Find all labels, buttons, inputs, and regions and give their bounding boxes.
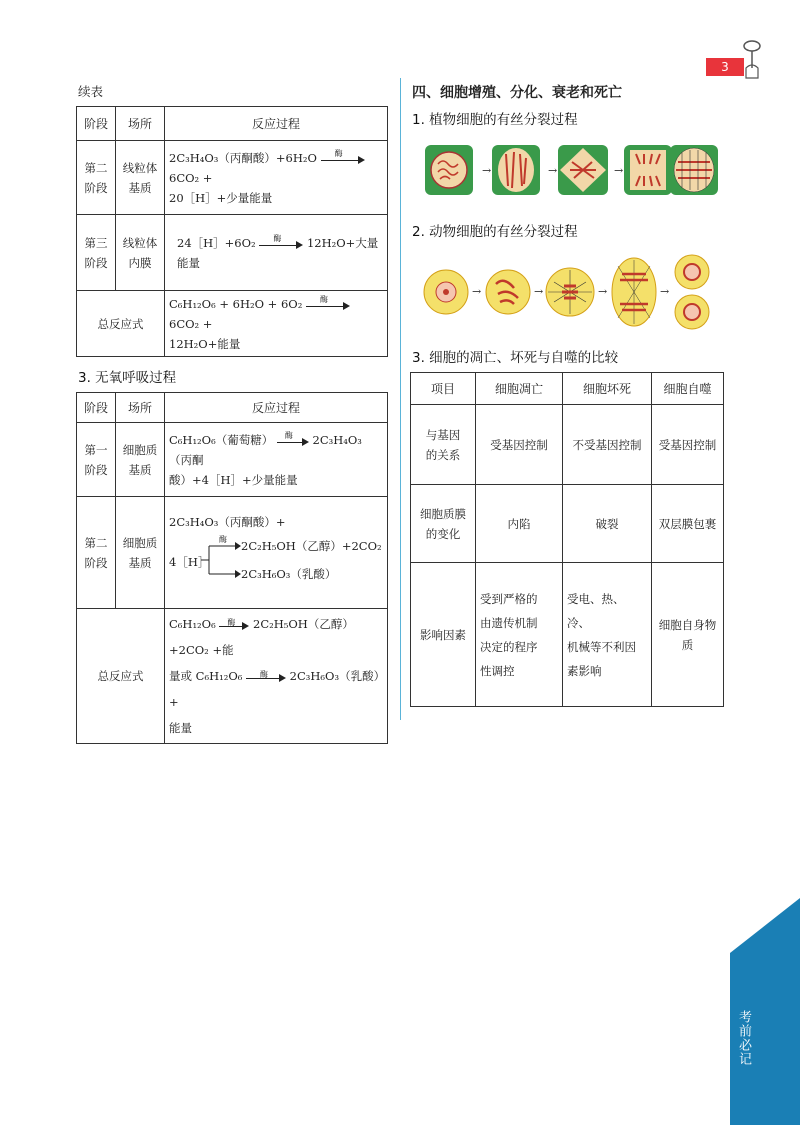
enzyme-label: 酶 [284,430,293,440]
formula: 24［H］+6O₂ [177,235,256,250]
page-number: 3 [721,60,729,74]
table-cell: 内陷 [476,485,563,563]
formula: 2C₃H₄O₃（丙酮 [169,432,362,467]
table-cell: 受基因控制 [476,405,563,485]
plant-cell-anaphase [624,145,672,195]
stage-cell: 第二 阶段 [77,141,116,215]
section-heading: 四、细胞增殖、分化、衰老和死亡 [412,85,622,101]
plant-cell-metaphase [558,145,608,195]
header-process: 反应过程 [165,107,388,141]
place-cell: 细胞质 基质 [116,423,165,497]
formula: 2C₂H₅OH（乙醇）+2CO₂ [241,538,382,553]
formula: 2C₃H₆O₃（乳酸） [241,566,337,581]
process-cell [165,609,388,744]
process-cell [165,215,388,291]
lamp-icon [740,38,764,82]
place-cell: 细胞质 基质 [116,497,165,609]
stage-cell: 第二 阶段 [77,497,116,609]
enzyme-label: 酶 [319,294,328,304]
enzyme-arrow [306,294,350,311]
animal-cell-interphase [424,270,468,314]
place-cell: 线粒体 内膜 [116,215,165,291]
plant-cell-prophase [492,145,540,195]
svg-text:→: → [534,285,544,298]
header-place: 场所 [116,393,165,423]
process-cell [165,423,388,497]
formula: C₆H₁₂O₆ + 6H₂O + 6O₂ [169,296,303,311]
row-label: 与基因 的关系 [411,405,476,485]
plant-cell-telophase [670,145,718,195]
enzyme-arrow [219,619,249,631]
formula: 20［H］+少量能量 [169,190,273,205]
table-cell: 受基因控制 [652,405,724,485]
header-process: 反应过程 [165,393,388,423]
formula: 6CO₂ + [169,316,213,331]
subsection-comparison: 3. 细胞的凋亡、坏死与自噬的比较 [412,350,619,366]
table-cell: 受电、热、冷、 机械等不利因 素影响 [563,563,652,707]
subsection-animal: 2. 动物细胞的有丝分裂过程 [412,224,578,240]
formula: 2C₃H₄O₃（丙酮酸）+6H₂O [169,150,317,165]
formula: 能量 [169,721,192,735]
process-cell [165,497,388,609]
table-cell: 细胞自身物质 [652,563,724,707]
formula: 12H₂O+大量能量 [177,235,379,270]
formula: 4［H］ [169,554,210,569]
svg-text:→: → [614,164,624,177]
stage-cell: 总反应式 [77,291,165,357]
aerobic-table [76,106,388,357]
header-necrosis: 细胞坏死 [563,373,652,405]
enzyme-arrow [277,430,309,447]
svg-text:→: → [660,285,670,298]
enzyme-arrow [246,671,286,683]
formula: 酸）+4［H］+少量能量 [169,472,298,487]
header-stage: 阶段 [77,107,116,141]
table-cell: 双层膜包裹 [652,485,724,563]
animal-cell-metaphase [546,268,594,316]
stage-cell: 第三 阶段 [77,215,116,291]
header-autophagy: 细胞自噬 [652,373,724,405]
svg-text:→: → [598,285,608,298]
animal-cell-telophase [675,255,709,329]
stage-cell: 总反应式 [77,609,165,744]
formula: 2C₃H₆O₃（乳酸）+ [169,669,380,709]
plant-mitosis-figure [420,140,720,200]
enzyme-label: 酶 [334,148,343,158]
formula: C₆H₁₂O₆（葡萄糖） [169,432,274,447]
plant-cell-interphase [425,145,473,195]
enzyme-label: 酶 [227,618,236,627]
cell-death-table [410,372,724,707]
corner-tab-label: 考前必记 [736,1010,751,1066]
column-divider [400,78,401,720]
place-cell: 线粒体 基质 [116,141,165,215]
stage-cell: 第一 阶段 [77,423,116,497]
process-cell [165,141,388,215]
formula: 2C₂H₅OH（乙醇）+2CO₂ +能 [169,617,354,657]
header-place: 场所 [116,107,165,141]
subsection-plant: 1. 植物细胞的有丝分裂过程 [412,112,578,128]
anaerobic-table [76,392,388,744]
enzyme-label: 酶 [273,233,282,243]
formula: C₆H₁₂O₆ [169,617,216,631]
svg-text:→: → [482,164,492,177]
formula: 2C₃H₄O₃（丙酮酸）+ [169,514,286,529]
enzyme-label: 酶 [219,534,227,544]
row-label: 细胞质膜 的变化 [411,485,476,563]
row-label: 影响因素 [411,563,476,707]
animal-cell-prophase [486,270,530,314]
header-apoptosis: 细胞凋亡 [476,373,563,405]
page-number-tab [706,58,744,76]
table-cell: 不受基因控制 [563,405,652,485]
animal-cell-anaphase [612,258,656,326]
section-title: 3. 无氧呼吸过程 [78,370,177,386]
svg-text:→: → [548,164,558,177]
header-stage: 阶段 [77,393,116,423]
animal-mitosis-figure [420,252,720,332]
svg-text:→: → [472,285,482,298]
table-cell: 破裂 [563,485,652,563]
enzyme-label: 酶 [260,670,269,679]
formula: 6CO₂ + [169,170,213,185]
table-cell: 受到严格的 由遗传机制 决定的程序 性调控 [476,563,563,707]
continue-label: 续表 [78,84,104,99]
enzyme-arrow [259,233,303,250]
process-cell [165,291,388,357]
enzyme-arrow [321,148,365,165]
formula: 12H₂O+能量 [169,336,241,351]
header-item: 项目 [411,373,476,405]
formula: 量或 C₆H₁₂O₆ [169,669,243,683]
